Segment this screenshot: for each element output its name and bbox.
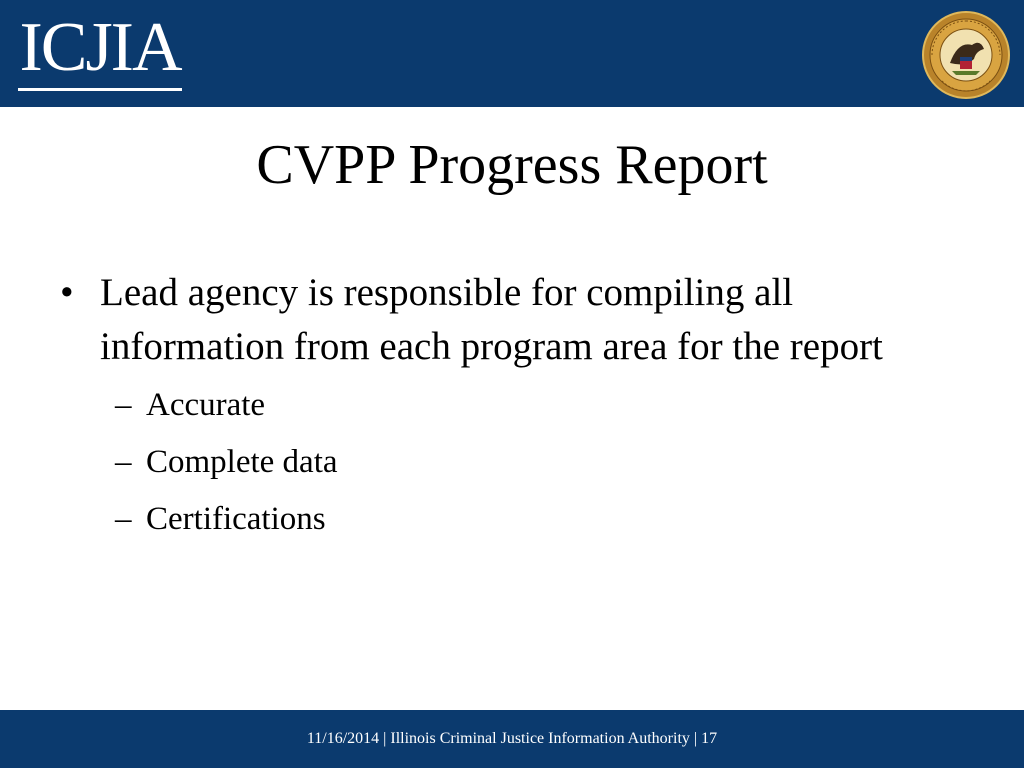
sub-item — [60, 491, 960, 548]
footer-text: 11/16/2014 | Illinois Criminal Justice Information Authority | 17 — [306, 730, 718, 747]
sub-list — [60, 377, 960, 548]
slide-content — [60, 266, 960, 548]
sub-item — [60, 377, 960, 434]
logo-text: ICJIA — [19, 9, 181, 86]
icjia-logo — [18, 9, 182, 92]
bullet-item — [60, 266, 960, 374]
slide-title: CVPP Progress Report — [256, 134, 768, 196]
bullet-text: Lead agency is responsible for compiling all information from each program area for the report — [100, 271, 883, 368]
sub-item-text: Complete data — [146, 444, 338, 480]
sub-item-text: Certifications — [146, 501, 326, 537]
bullet-icon: • — [60, 271, 74, 314]
footer-bar — [0, 710, 1024, 768]
header-bar — [0, 0, 1024, 107]
sub-item-text: Accurate — [146, 387, 266, 423]
dash-icon: – — [115, 387, 132, 423]
dash-icon: – — [115, 444, 132, 480]
illinois-state-seal-icon — [922, 11, 1010, 99]
logo-underline — [18, 88, 182, 91]
sub-item — [60, 434, 960, 491]
dash-icon: – — [115, 501, 132, 537]
